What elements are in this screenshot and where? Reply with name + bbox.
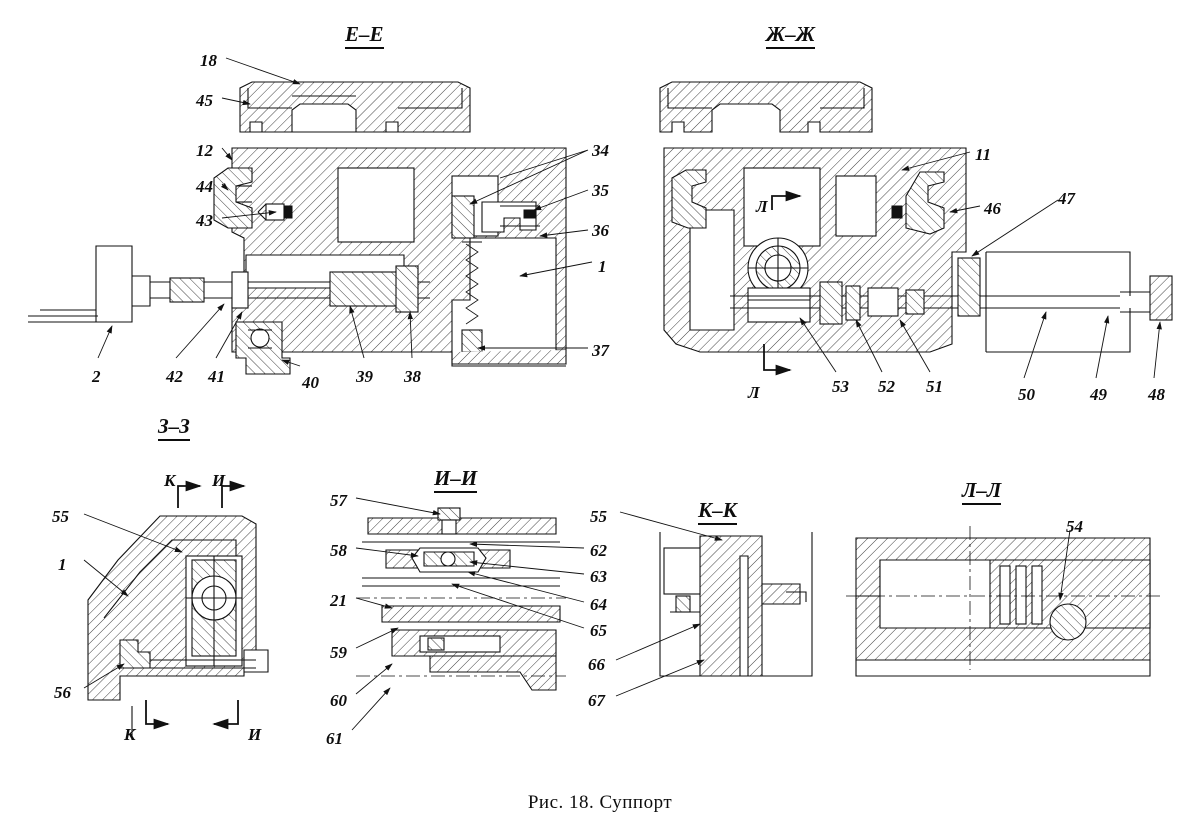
arrow-label-K-bottom: К bbox=[124, 725, 136, 744]
view-kk bbox=[616, 512, 812, 696]
callout-59: 59 bbox=[330, 643, 347, 662]
arrow-label-I-top: И bbox=[212, 471, 226, 490]
callout-50: 50 bbox=[1018, 385, 1035, 404]
callout-1-zz: 1 bbox=[58, 555, 67, 574]
callout-21: 21 bbox=[330, 591, 347, 610]
callout-41: 41 bbox=[208, 367, 225, 386]
callout-55-zz: 55 bbox=[52, 507, 69, 526]
callout-46: 46 bbox=[984, 199, 1001, 218]
section-title-ii: И–И bbox=[434, 468, 477, 493]
callout-39: 39 bbox=[356, 367, 373, 386]
callout-48: 48 bbox=[1148, 385, 1165, 404]
section-title-zz: З–З bbox=[158, 416, 190, 441]
callout-37: 37 bbox=[592, 341, 609, 360]
callout-34: 34 bbox=[592, 141, 609, 160]
view-zz bbox=[84, 486, 268, 740]
section-title-zhzh: Ж–Ж bbox=[766, 24, 815, 49]
callout-1-ee: 1 bbox=[598, 257, 607, 276]
callout-65: 65 bbox=[590, 621, 607, 640]
section-title-kk: К–К bbox=[698, 500, 737, 525]
callout-56: 56 bbox=[54, 683, 71, 702]
callout-44: 44 bbox=[196, 177, 213, 196]
callout-11: 11 bbox=[975, 145, 992, 164]
callout-40: 40 bbox=[302, 373, 319, 392]
callout-38: 38 bbox=[404, 367, 421, 386]
callout-63: 63 bbox=[590, 567, 607, 586]
callout-12: 12 bbox=[196, 141, 213, 160]
callout-54: 54 bbox=[1066, 517, 1083, 536]
callout-45: 45 bbox=[196, 91, 213, 110]
callout-62: 62 bbox=[590, 541, 607, 560]
callout-43: 43 bbox=[196, 211, 213, 230]
callout-57: 57 bbox=[330, 491, 347, 510]
view-ll bbox=[846, 526, 1164, 676]
callout-2: 2 bbox=[92, 367, 101, 386]
callout-61: 61 bbox=[326, 729, 343, 748]
section-title-ee: Е–Е bbox=[345, 24, 384, 49]
callout-67: 67 bbox=[588, 691, 605, 710]
arrow-label-L-bottom: Л bbox=[748, 383, 760, 402]
callout-42: 42 bbox=[166, 367, 183, 386]
view-zhzh bbox=[660, 82, 1172, 378]
arrow-label-K-top: К bbox=[164, 471, 176, 490]
callout-52: 52 bbox=[878, 377, 895, 396]
view-ee bbox=[28, 58, 592, 374]
callout-60: 60 bbox=[330, 691, 347, 710]
callout-35: 35 bbox=[592, 181, 609, 200]
arrow-label-L-top: Л bbox=[756, 197, 768, 216]
section-title-ll: Л–Л bbox=[962, 480, 1001, 505]
view-ii bbox=[352, 498, 584, 730]
callout-47: 47 bbox=[1058, 189, 1075, 208]
callout-36: 36 bbox=[592, 221, 609, 240]
callout-53: 53 bbox=[832, 377, 849, 396]
arrow-label-I-bottom: И bbox=[248, 725, 262, 744]
callout-64: 64 bbox=[590, 595, 607, 614]
callout-49: 49 bbox=[1090, 385, 1107, 404]
figure-caption: Рис. 18. Суппорт bbox=[527, 792, 673, 813]
callout-58: 58 bbox=[330, 541, 347, 560]
callout-18: 18 bbox=[200, 51, 217, 70]
callout-51: 51 bbox=[926, 377, 943, 396]
callout-66: 66 bbox=[588, 655, 605, 674]
callout-55-kk: 55 bbox=[590, 507, 607, 526]
